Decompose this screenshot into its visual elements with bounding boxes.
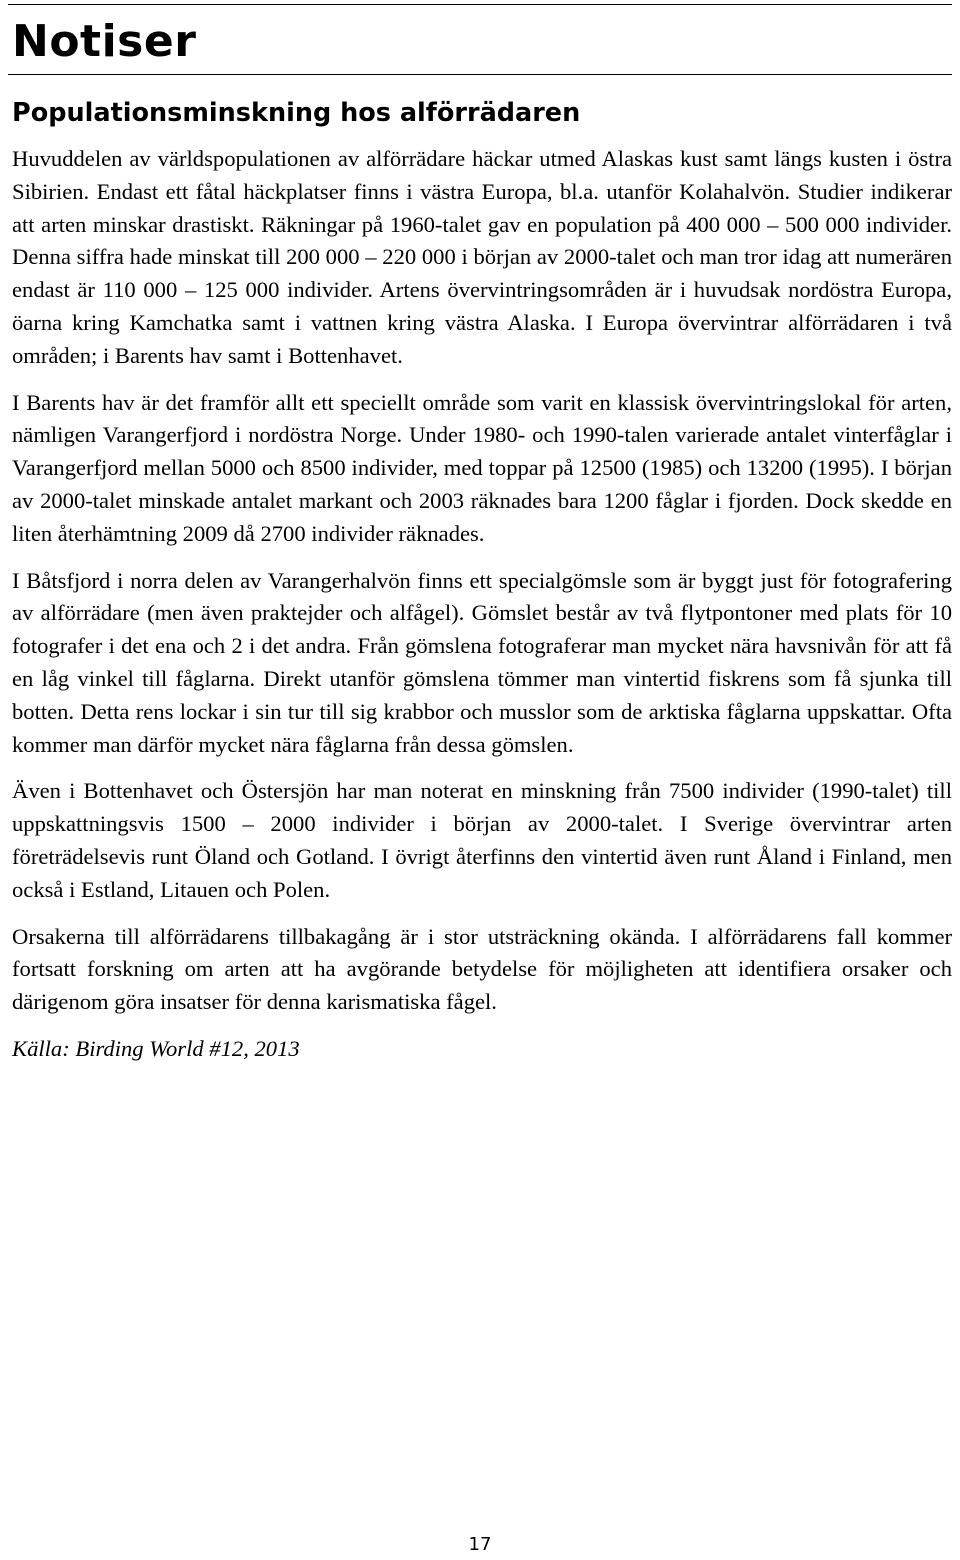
page-title: Notiser <box>12 16 197 67</box>
source-citation: Källa: Birding World #12, 2013 <box>12 1035 300 1061</box>
paragraph-1: Huvuddelen av världspopulationen av alförrädare häckar utmed Alaskas kust samt längs kusten i östra Sibirien. Endast ett fåtal häckplatser finns i västra Europa, bl.a. utanför Kolahalvön. Studier indikerar att arten minskar drastiskt. Räkningar på 1960-talet gav en population på 400 000 – 500 000 individer. Denna siffra hade minskat till 200 000 – 220 000 i början av 2000-talet och man tror idag att numerären endast är 110 000 – 125 000 individer. Artens övervintringsområden är i huvudsak nordöstra Europa, öarna kring Kamchatka samt i vattnen kring västra Alaska. I Europa övervintrar alförrädaren i två områden; i Barents hav samt i Bottenhavet. <box>12 146 952 368</box>
article-body <box>12 143 952 1080</box>
page-number: 17 <box>468 1534 492 1555</box>
article-heading: Populationsminskning hos alförrädaren <box>12 98 581 128</box>
paragraph-4: Även i Bottenhavet och Östersjön har man noterat en minskning från 7500 individer (1990-talet) till uppskattningsvis 1500 – 2000 individer i början av 2000-talet. I Sverige övervintrar arten företrädelsevis runt Öland och Gotland. I övrigt återfinns den vintertid även runt Åland i Finland, men också i Estland, Litauen och Polen. <box>12 778 952 902</box>
paragraph-3: I Båtsfjord i norra delen av Varangerhalvön finns ett specialgömsle som är byggt just för fotografering av alförrädare (men även praktejder och alfågel). Gömslet består av två flytpontoner med plats för 10 fotografer i det ena och 2 i det andra. Från gömslena fotograferar man mycket nära havsnivån för att få en låg vinkel till fåglarna. Direkt utanför gömslena tömmer man vintertid fiskrens som få sjunka till botten. Detta rens lockar i sin tur till sig krabbor och musslor som de arktiska fåglarna uppskattar. Ofta kommer man därför mycket nära fåglarna från dessa gömslen. <box>12 567 952 757</box>
paragraph-5: Orsakerna till alförrädarens tillbakagång är i stor utsträckning okända. I alförrädarens fall kommer fortsatt forskning om arten att ha avgörande betydelse för möjligheten att identifiera orsaker och därigenom göra insatser för denna karismatiska fågel. <box>12 923 952 1015</box>
title-rule <box>8 74 952 75</box>
paragraph-2: I Barents hav är det framför allt ett speciellt område som varit en klassisk övervintringslokal för arten, nämligen Varangerfjord i nordöstra Norge. Under 1980- och 1990-talen varierade antalet vinterfåglar i Varangerfjord mellan 5000 och 8500 individer, med toppar på 12500 (1985) och 13200 (1995). I början av 2000-talet minskade antalet markant och 2003 räknades bara 1200 fåglar i fjorden. Dock skedde en liten återhämtning 2009 då 2700 individer räknades. <box>12 389 952 546</box>
header-rule <box>8 4 952 5</box>
